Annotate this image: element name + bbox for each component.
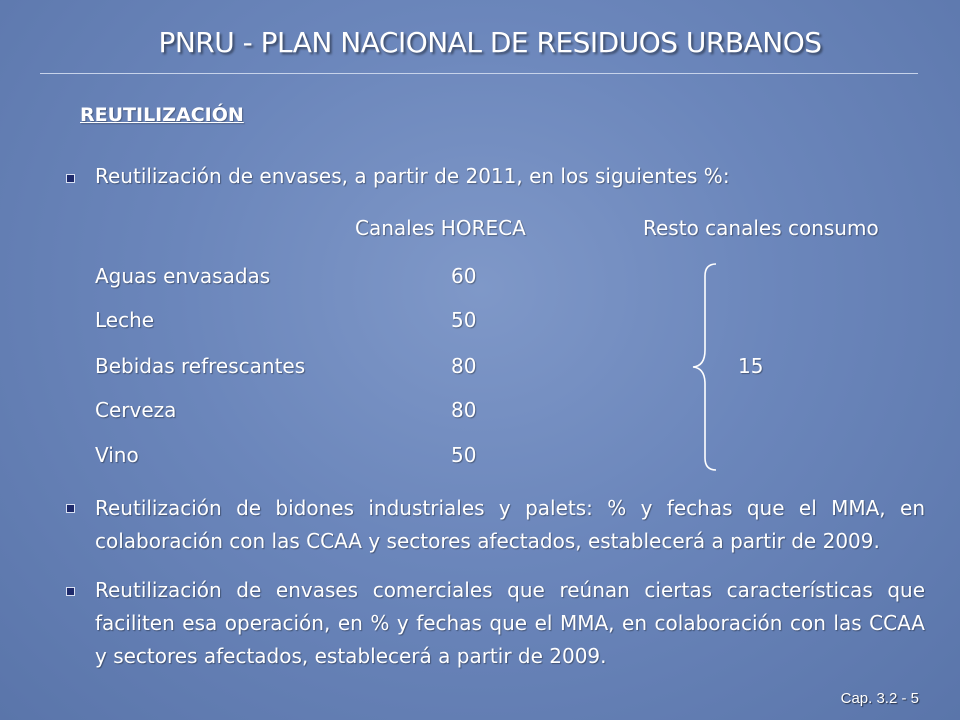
row-label: Vino <box>95 443 139 467</box>
title-divider <box>40 73 918 74</box>
bullet-marker <box>66 174 75 183</box>
column-header-horeca: Canales HORECA <box>355 216 526 240</box>
row-value: 50 <box>451 308 477 332</box>
bullet-marker <box>66 504 75 513</box>
row-label: Cerveza <box>95 398 177 422</box>
bullet-text: Reutilización de bidones industriales y palets: % y fechas que el MMA, en colaboración con las CCAA y sectores afectados, establecerá a partir de 2009. <box>95 496 925 553</box>
section-heading: REUTILIZACIÓN <box>80 104 244 126</box>
row-label: Bebidas refrescantes <box>95 354 306 378</box>
curly-brace <box>690 262 720 472</box>
bullet-text: Reutilización de envases comerciales que reúnan ciertas características que faciliten esa operación, en % y fechas que el MMA, en colaboración con las CCAA y sectores afectados, establecerá a partir de 2009. <box>95 578 925 668</box>
row-label: Leche <box>95 308 155 332</box>
row-label: Aguas envasadas <box>95 264 271 288</box>
intro-text: Reutilización de envases, a partir de 2011, en los siguientes %: <box>95 164 730 188</box>
row-value: 80 <box>451 398 477 422</box>
slide-title: PNRU - PLAN NACIONAL DE RESIDUOS URBANOS <box>158 26 822 59</box>
bullet-marker <box>66 587 75 596</box>
row-value: 60 <box>451 264 477 288</box>
page-number: Cap. 3.2 - 5 <box>840 690 919 707</box>
row-value: 50 <box>451 443 477 467</box>
column-header-resto: Resto canales consumo <box>643 216 879 240</box>
resto-value: 15 <box>738 354 764 378</box>
row-value: 80 <box>451 354 477 378</box>
